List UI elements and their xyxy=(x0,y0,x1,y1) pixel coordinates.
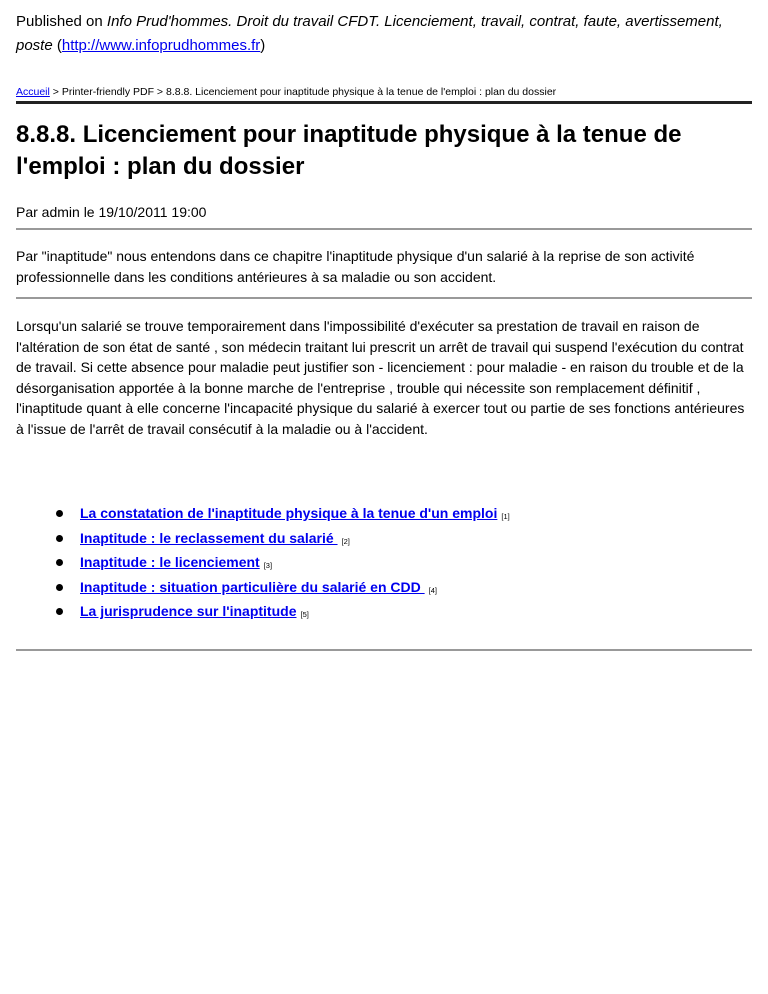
breadcrumb-trail: > Printer-friendly PDF > 8.8.8. Licenciement pour inaptitude physique à la tenue de l'emploi : plan du dossier xyxy=(49,86,557,98)
bullet-icon xyxy=(56,535,63,542)
list-item xyxy=(16,577,510,602)
bullet-icon xyxy=(56,608,63,615)
bullet-icon xyxy=(56,584,63,591)
link-reclassement[interactable]: Inaptitude : le reclassement du salarié xyxy=(80,529,338,546)
footnote-ref: [5] xyxy=(300,610,309,619)
intro-divider xyxy=(16,297,752,299)
intro-paragraph: Par "inaptitude" nous entendons dans ce chapitre l'inaptitude physique d'un salarié à la reprise de son activité professionnelle dans les conditions antérieures à sa maladie ou son accident. xyxy=(16,248,695,285)
link-licenciement[interactable]: Inaptitude : le licenciement xyxy=(80,554,260,570)
link-situation-cdd[interactable]: Inaptitude : situation particulière du salarié en CDD xyxy=(80,578,425,595)
byline-divider xyxy=(16,228,752,230)
footer-divider xyxy=(16,649,752,651)
header-divider xyxy=(16,101,752,104)
link-constatation-inaptitude[interactable]: La constatation de l'inaptitude physique à la tenue d'un emploi xyxy=(80,505,498,521)
list-item xyxy=(16,528,510,553)
chapter-link-list xyxy=(16,503,510,626)
footnote-ref: [1] xyxy=(501,512,510,521)
footnote-ref: [2] xyxy=(341,536,350,546)
breadcrumb xyxy=(16,85,752,99)
body-paragraph: Lorsqu'un salarié se trouve temporairement dans l'impossibilité d'exécuter sa prestation de travail en raison de l'altération de son état de santé , son médecin traitant lui prescrit un arrêt de travail qui suspend l'exécution du contrat de travail. Si cette absence pour maladie peut justifier son - licenciement : pour maladie - en raison du trouble et de la désorganisation apportée à la bonne marche de l'entreprise , trouble qui nécessite son remplacement définitif , l'inaptitude quant à elle concerne l'incapacité physique du salarié à exercer tout ou partie de ses fonctions antérieures à l'issue de l'arrêt de travail consécutif à la maladie ou à l'accident. xyxy=(16,318,745,437)
link-jurisprudence[interactable]: La jurisprudence sur l'inaptitude xyxy=(80,603,297,619)
bullet-icon xyxy=(56,510,63,517)
page-title: 8.8.8. Licenciement pour inaptitude physique à la tenue de l'emploi : plan du dossier xyxy=(16,121,682,180)
site-title: Info Prud'hommes. Droit du travail CFDT. Licenciement, travail, contrat, faute, avertissement, poste xyxy=(16,13,723,54)
published-prefix: Published on xyxy=(16,13,107,30)
list-item xyxy=(16,503,510,528)
bullet-icon xyxy=(56,559,63,566)
published-on-line xyxy=(16,10,752,58)
list-item xyxy=(16,601,510,626)
footnote-ref: [4] xyxy=(428,585,437,595)
url-open-paren: ( xyxy=(52,37,62,54)
breadcrumb-home-link[interactable]: Accueil xyxy=(16,86,50,98)
footnote-ref: [3] xyxy=(263,561,273,570)
author-byline: Par admin le 19/10/2011 19:00 xyxy=(16,204,207,220)
url-close-paren: ) xyxy=(260,37,266,54)
list-item xyxy=(16,552,510,577)
site-url-link[interactable]: http://www.infoprudhommes.fr xyxy=(61,37,261,54)
